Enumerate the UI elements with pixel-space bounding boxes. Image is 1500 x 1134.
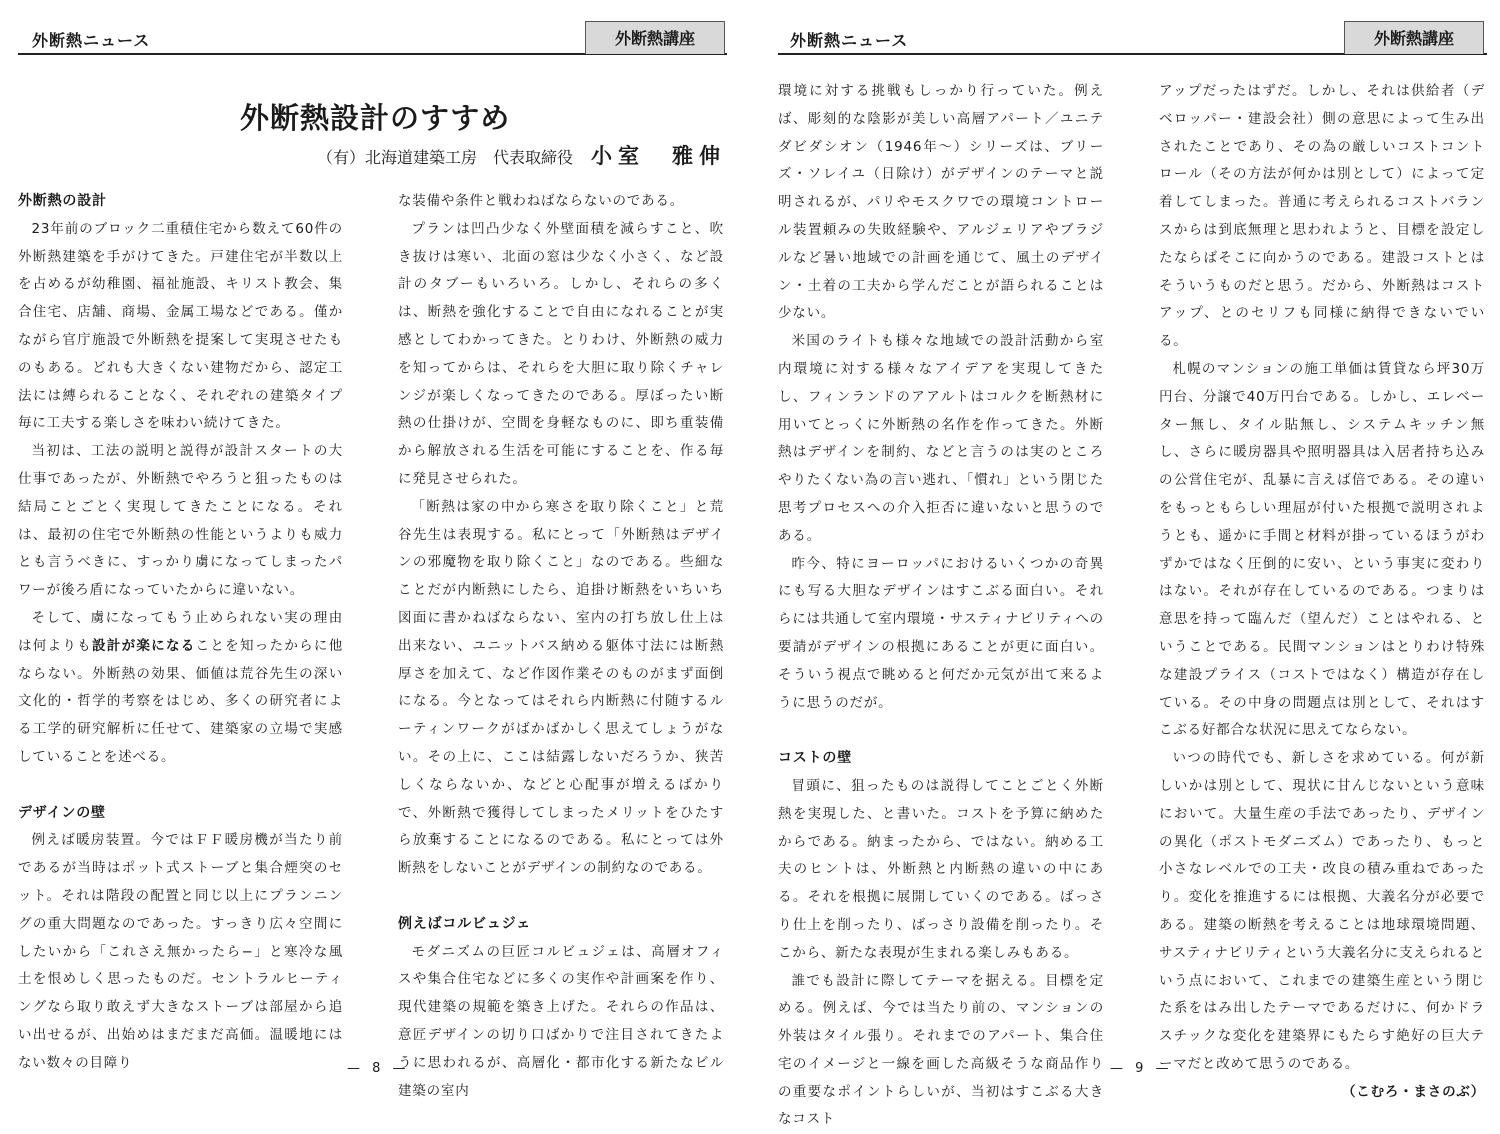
paragraph: いつの時代でも、新しさを求めている。何が新しいかは別として、現状に甘んじないという意味において。大量生産の手法であったり、デザインの異化（ポストモダニズム）であったり、もっと小さなレベルでの工夫・改良の積み重ねであったり。変化を推進するには根拠、大義名分が必要である。建築の断熱を考えることは地球環境問題、サスティナビリティという大義名分に支えられるという点において、これまでの建築生産という閉じた系をはみ出したテーマであるだけに、何かドラスチックな変化を建築界にもたらす絶好の巨大テーマだと改めて思うのである。 — [1159, 745, 1485, 1079]
paragraph: な装備や条件と戦わねばならないのである。 — [398, 188, 724, 216]
text-run: ことを知ったからに他ならない。外断熱の効果、価値は荒谷先生の深い文化的・哲学的考察をはじめ、多くの研究者による工学的研究解析に任せて、建築家の立場で実感していることを述べる。 — [18, 638, 343, 765]
section-heading: 例えばコルビュジェ — [398, 911, 724, 939]
author-signature: （こむろ・まさのぶ） — [1159, 1079, 1485, 1107]
paragraph: 23年前のブロック二重積住宅から数えて60件の外断熱建築を手がけてきた。戸建住宅が半数以上を占めるが幼稚園、福祉施設、キリスト教会、集合住宅、店舗、商場、金属工場などである。僅かながら官庁施設で外断熱を提案して実現させたものもある。どれも大きくない建物だから、認定工法には縛られることなく、それぞれの建築タイプ毎に工夫する楽しさを味わい続けてきた。 — [18, 216, 343, 438]
left-column-2 — [398, 188, 724, 1105]
header-label: 外断熱ニュース — [790, 28, 908, 51]
text-run: そして、虜になってもう止められない実の理由は何よりも — [18, 610, 343, 654]
header-label: 外断熱ニュース — [32, 28, 150, 51]
right-page — [750, 0, 1500, 1090]
article-title: 外断熱設計のすすめ — [240, 96, 510, 137]
left-page — [0, 0, 750, 1090]
paragraph: プランは凹凸少なく外壁面積を減らすこと、吹き抜けは寒い、北面の窓は少なく小さく、など設計のタブーもいろいろ。しかし、それらの多くは、断熱を強化することで自由になれることが実感としてわかってきた。とりわけ、外断熱の威力を知ってからは、それらを大胆に取り除くチャレンジが楽しくなってきたのである。厚ぼったい断熱の仕掛けが、空間を身軽なものに、即ち重装備から解放される生活を可能にすることを、作る毎に発見させられた。 — [398, 216, 724, 494]
paragraph: 「断熱は家の中から寒さを取り除くこと」と荒谷先生は表現する。私にとって「外断熱はデザインの邪魔物を取り除くこと」なのである。些細なことだが内断熱にしたら、追掛け断熱をいちいち図面に書かねばならない、室内の打ち放し仕上は出来ない、ユニットバス納める躯体寸法には断熱厚さを加えて、など作図作業そのものがまず面倒になる。今となってはそれら内断熱に付随するルーティンワークがばかばかしく思えてしょうがない。その上に、ここは結露しないだろうか、狭苦しくならないか、などと心配事が増えるばかりで、外断熱で獲得してしまったメリットをひたすら放棄することになるのである。私にとっては外断熱をしないことがデザインの制約なのである。 — [398, 494, 724, 883]
paragraph: アップだったはずだ。しかし、それは供給者（デベロッパー・建設会社）側の意思によって生み出されたことであり、その為の厳しいコストコントロール（その方法が何かは別として）によって定着してしまった。普通に考えられるコストバランスからは到底無理と思われようと、目標を設定したならばそこに向かうのである。建設コストとはそういうものだと思う。だから、外断熱はコストアップ、とのセリフも同様に納得できないでいる。 — [1159, 78, 1485, 356]
paragraph: 昨今、特にヨーロッパにおけるいくつかの奇異にも写る大胆なデザインはすこぶる面白い。それらには共通して室内環境・サスティナビリティへの要請がデザインの根拠にあることが更に面白い。そういう視点で眺めると何だか元気が出て来るように思うのだが。 — [778, 551, 1104, 718]
author-name: 小室 雅伸 — [591, 144, 726, 168]
paragraph: 米国のライトも様々な地域での設計活動から室内環境に対する様々なアイデアを実現してきたし、フィンランドのアアルトはコルクを断熱材に用いてとっくに外断熱の名作を作ってきた。外断熱はデザインを制約、などと言うのは実のところやりたくない為の言い逃れ、「慣れ」という閉じた思考プロセスへの介入拒否に違いないと思うのである。 — [778, 328, 1104, 550]
spacer — [778, 717, 1104, 745]
header-section-box: 外断熱講座 — [1344, 21, 1484, 54]
paragraph: 札幌のマンションの施工単価は賃貸なら坪30万円台、分譲で40万円台である。しかし、エレベーター無し、タイル貼無し、システムキッチン無し、さらに暖房器具や照明器具は入居者持ち込みの公営住宅が、乱暴に言えば倍である。その違いをもっともらしい理屈が付いた根拠で説明されようとも、遥かに手間と材料が掛っているほうがわずかではなく圧倒的に安い、という事実に変わりはない。それが存在しているのである。つまりは意思を持って臨んだ（望んだ）ことはやれる、ということである。民間マンションはとりわけ特殊な建設プライス（コストではなく）構造が存在している。その中身の問題点は別として、それはすこぶる好都合な状況に思えてならない。 — [1159, 356, 1485, 745]
paragraph: 冒頭に、狙ったものは説得してことごとく外断熱を実現した、と書いた。コストを予算に納めたからである。納まったから、ではない。納める工夫のヒントは、外断熱と内断熱の違いの中にある。それを根拠に展開していくのである。ばっさり仕上を削ったり、ばっさり設備を削ったり。そこから、新たな表現が生まれる楽しみもある。 — [778, 773, 1104, 968]
bold-text: 設計が楽になる — [92, 638, 196, 654]
section-heading: コストの壁 — [778, 745, 1104, 773]
right-column-1 — [778, 78, 1104, 1134]
section-heading: デザインの壁 — [18, 800, 343, 828]
paragraph: モダニズムの巨匠コルビュジェは、高層オフィスや集合住宅などに多くの実作や計画案を作り、現代建築の規範を築き上げた。それらの作品は、意匠デザインの切り口ばかりで注目されてきたように思われるが、高層化・都市化する新たなビル建築の室内 — [398, 939, 724, 1106]
paragraph — [18, 605, 343, 772]
header-section-box: 外断熱講座 — [585, 21, 725, 54]
paragraph: 例えば暖房装置。今ではＦＦ暖房機が当たり前であるが当時はポット式ストーブと集合煙突のセット。それは階段の配置と同じ以上にプランニングの重大問題なのであった。すっきり広々空間にしたいから「これさえ無かったら−」と寒冷な風土を恨めしく思ったものだ。セントラルヒーティングなら取り敢えず大きなストーブは部屋から追い出せるが、出始めはまだまだ高価。温暖地にはない数々の目障り — [18, 827, 343, 1077]
section-heading: 外断熱の設計 — [18, 188, 343, 216]
paragraph: 誰でも設計に際してテーマを据える。目標を定める。例えば、今では当たり前の、マンションの外装はタイル張り。それまでのアパート、集合住宅のイメージと一線を画した高級そうな商品作りの重要なポイントらしいが、当初はすこぶる大きなコスト — [778, 968, 1104, 1134]
paragraph: 環境に対する挑戦もしっかり行っていた。例えば、彫刻的な陰影が美しい高層アパート／ユニテ ダビダシオン（1946年〜）シリーズは、ブリーズ・ソレイユ（日除け）がデザインのテーマと説明されるが、パリやモスクワでの環境コントロール装置頼みの失敗経験や、アルジェリアやブラジルなど暑い地域での計画を通じて、風土のデザイン・土着の工夫から学んだことが語られることは少ない。 — [778, 78, 1104, 328]
byline — [317, 140, 726, 170]
paragraph: 当初は、工法の説明と説得が設計スタートの大仕事であったが、外断熱でやろうと狙ったものは結局ことごとく実現してきたことになる。それは、最初の住宅で外断熱の性能というよりも威力とも言うべきに、すっかり虜になってしまったパワーが後ろ盾になっていたからに違いない。 — [18, 438, 343, 605]
page-number: — 8 — — [347, 1061, 410, 1076]
left-column-1 — [18, 188, 343, 1078]
spacer — [398, 883, 724, 911]
spacer — [18, 772, 343, 800]
right-column-2 — [1159, 78, 1485, 1106]
page-number: — 9 — — [1110, 1061, 1173, 1076]
author-affiliation: （有）北海道建築工房 代表取締役 — [317, 148, 573, 167]
